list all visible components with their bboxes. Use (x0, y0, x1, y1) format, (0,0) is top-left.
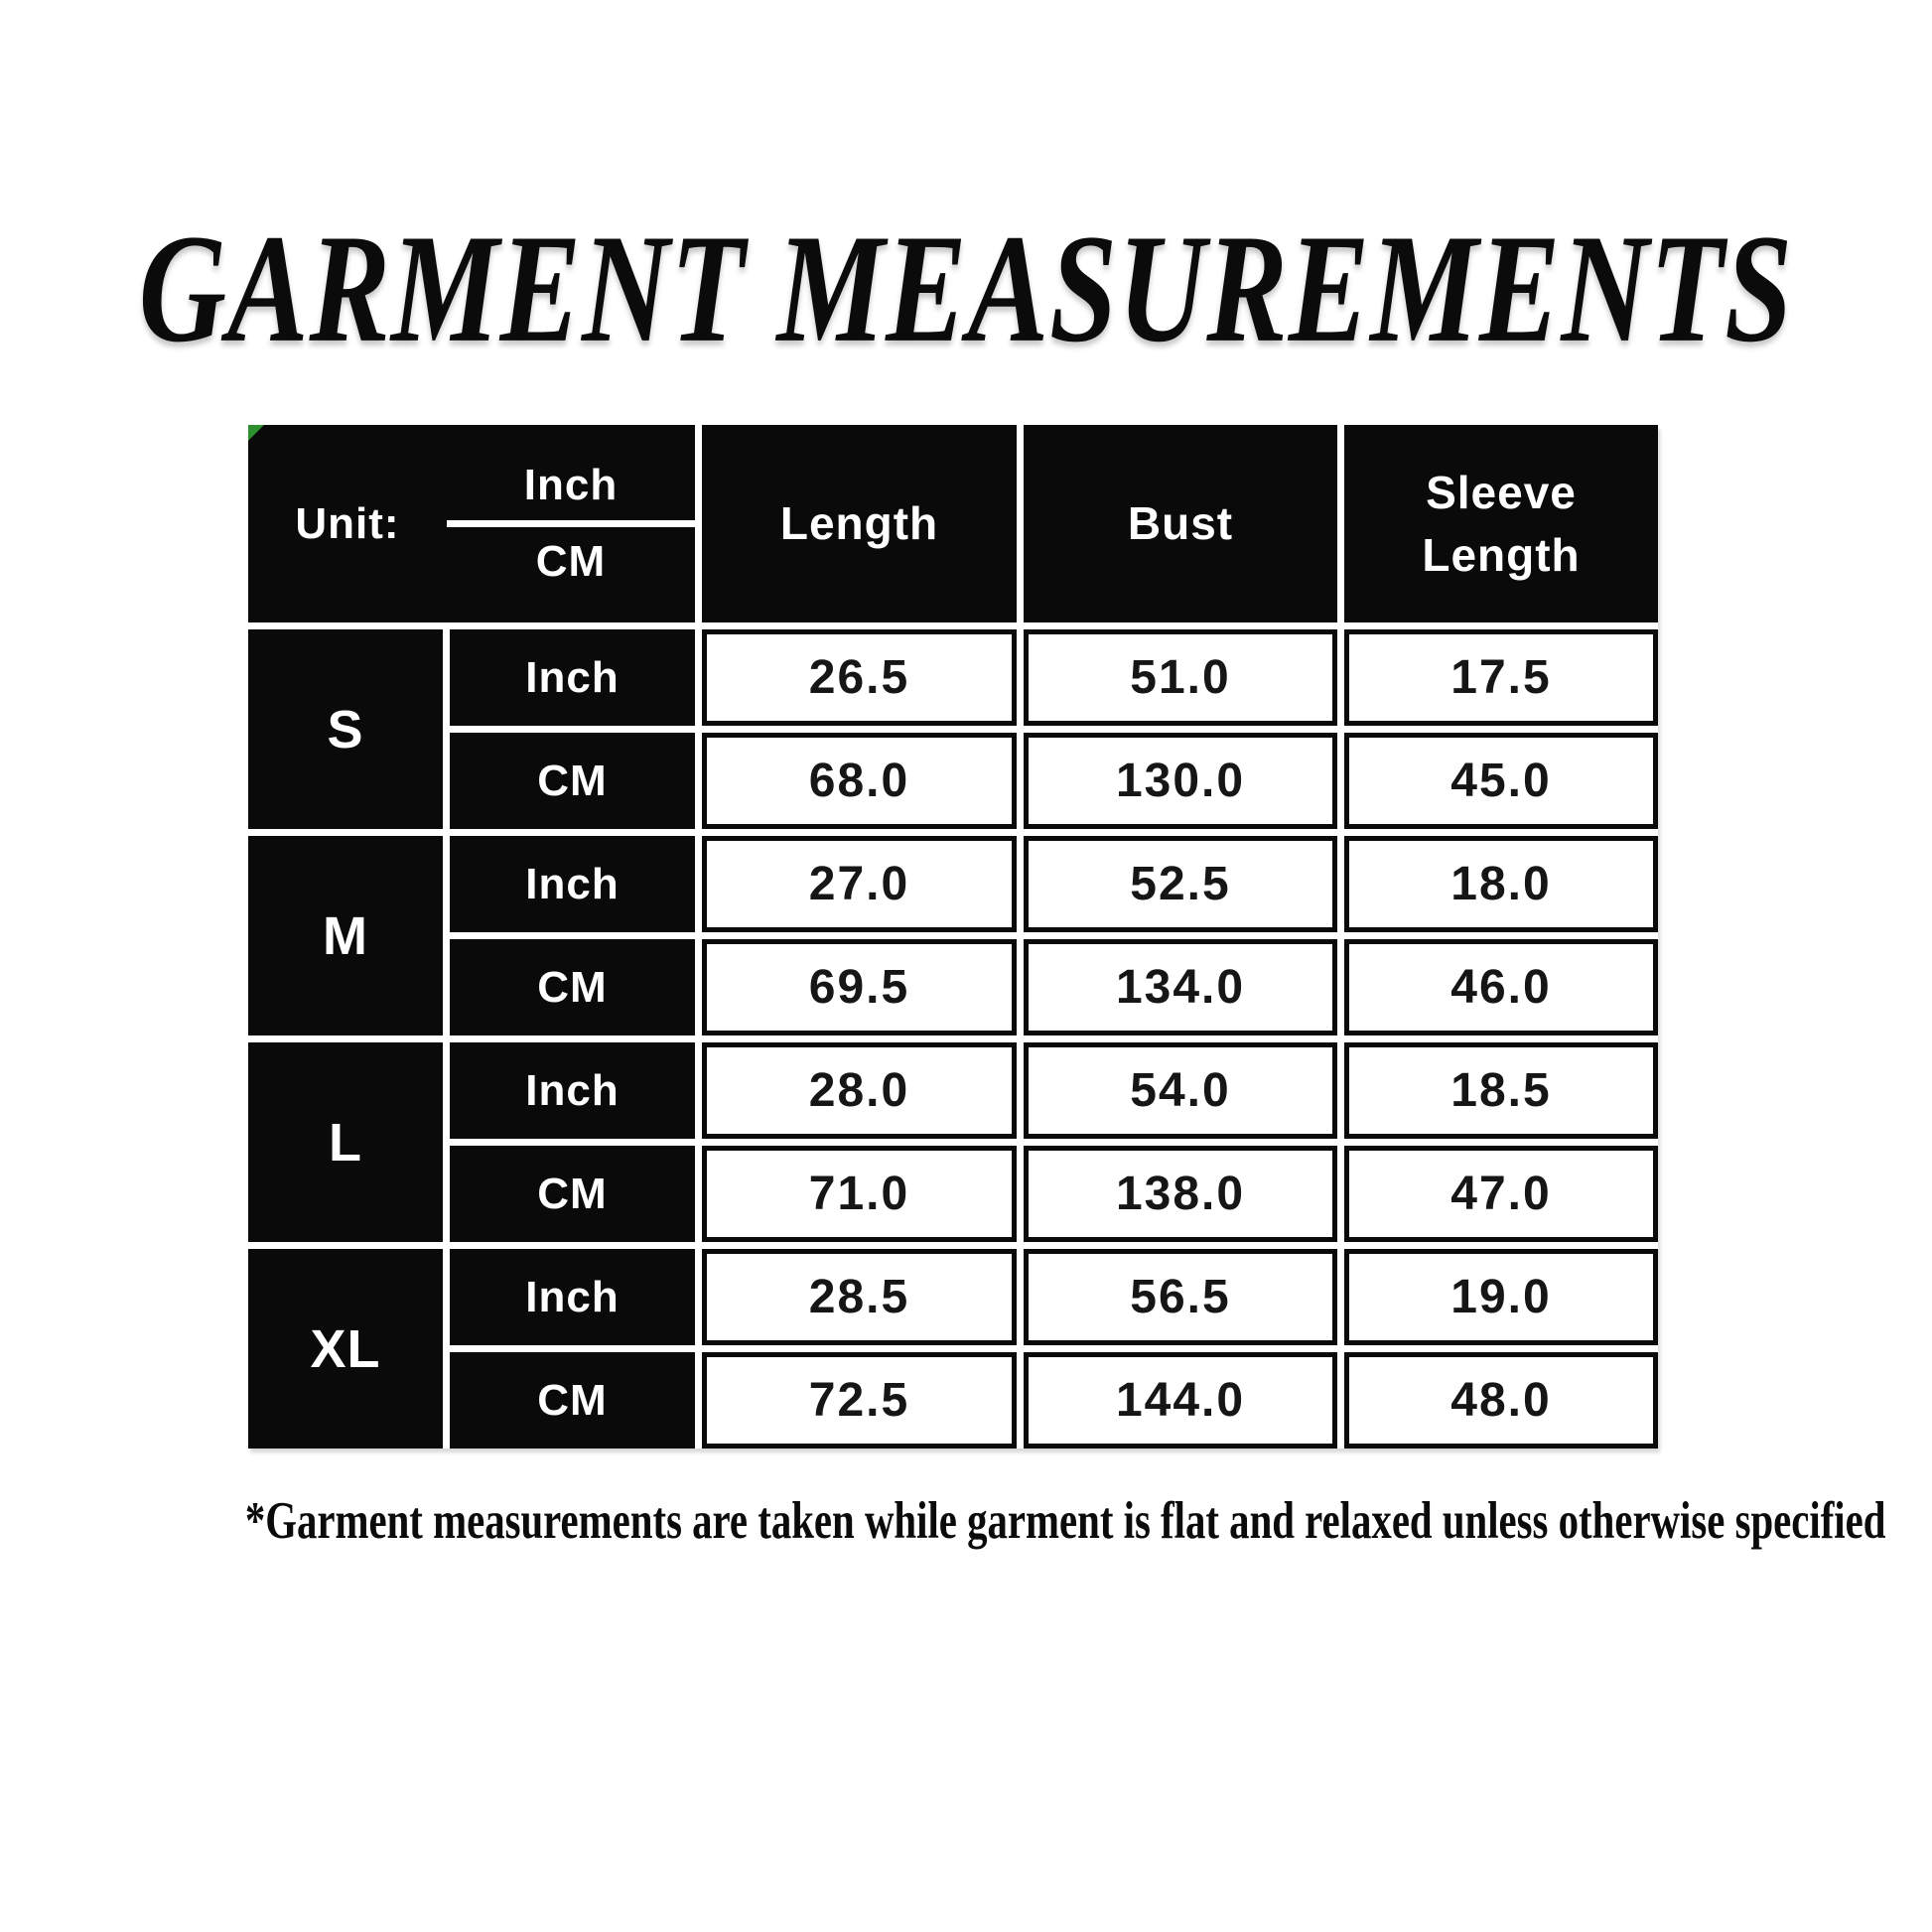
value-cell-s-cm-sleeve: 45.0 (1344, 733, 1658, 829)
value-cell-m-inch-sleeve: 18.0 (1344, 836, 1658, 932)
unit-row-label: CM (450, 1146, 695, 1242)
page-title (0, 204, 1932, 375)
value-cell-s-inch-length: 26.5 (702, 629, 1017, 726)
unit-row-label: Inch (450, 836, 695, 932)
value-cell-s-cm-length: 68.0 (702, 733, 1017, 829)
header-sleeve-text: Sleeve Length (1422, 467, 1581, 581)
value-cell-l-cm-length: 71.0 (702, 1146, 1017, 1242)
value-cell-xl-cm-length: 72.5 (702, 1352, 1017, 1449)
value-cell-m-cm-length: 69.5 (702, 939, 1017, 1035)
value-cell-xl-cm-sleeve: 48.0 (1344, 1352, 1658, 1449)
unit-row-label: CM (450, 939, 695, 1035)
unit-label: Unit: (295, 498, 400, 548)
unit-row-label: Inch (450, 629, 695, 726)
value-cell-l-cm-sleeve: 47.0 (1344, 1146, 1658, 1242)
value-cell-m-inch-length: 27.0 (702, 836, 1017, 932)
size-cell-xl: XL (248, 1249, 443, 1449)
value-cell-s-cm-bust: 130.0 (1024, 733, 1337, 829)
unit-fraction-inch: Inch (447, 461, 695, 527)
value-cell-xl-inch-bust: 56.5 (1024, 1249, 1337, 1345)
unit-row-label: CM (450, 1352, 695, 1449)
value-cell-xl-inch-length: 28.5 (702, 1249, 1017, 1345)
footnote-text: *Garment measurements are taken while garment is flat and relaxed unless otherwise specified (244, 1492, 1886, 1550)
header-cell-bust: Bust (1024, 425, 1337, 622)
page-title-text: GARMENT MEASUREMENTS (138, 204, 1794, 375)
value-cell-m-cm-sleeve: 46.0 (1344, 939, 1658, 1035)
value-cell-xl-cm-bust: 144.0 (1024, 1352, 1337, 1449)
value-cell-m-cm-bust: 134.0 (1024, 939, 1337, 1035)
value-cell-xl-inch-sleeve: 19.0 (1344, 1249, 1658, 1345)
value-cell-l-cm-bust: 138.0 (1024, 1146, 1337, 1242)
size-cell-m: M (248, 836, 443, 1035)
footnote (0, 1491, 1932, 1551)
value-cell-s-inch-sleeve: 17.5 (1344, 629, 1658, 726)
unit-fraction-cm: CM (535, 537, 607, 586)
header-cell-sleeve-length (1344, 425, 1658, 622)
unit-row-label: Inch (450, 1249, 695, 1345)
size-table (248, 425, 1658, 1449)
unit-row-label: CM (450, 733, 695, 829)
value-cell-l-inch-sleeve: 18.5 (1344, 1042, 1658, 1139)
value-cell-l-inch-length: 28.0 (702, 1042, 1017, 1139)
size-cell-s: S (248, 629, 443, 829)
corner-marker-icon (248, 425, 264, 441)
header-cell-unit (248, 425, 695, 622)
value-cell-s-inch-bust: 51.0 (1024, 629, 1337, 726)
unit-row-label: Inch (450, 1042, 695, 1139)
value-cell-m-inch-bust: 52.5 (1024, 836, 1337, 932)
header-cell-length: Length (702, 425, 1017, 622)
size-cell-l: L (248, 1042, 443, 1242)
value-cell-l-inch-bust: 54.0 (1024, 1042, 1337, 1139)
unit-fraction (447, 461, 695, 587)
